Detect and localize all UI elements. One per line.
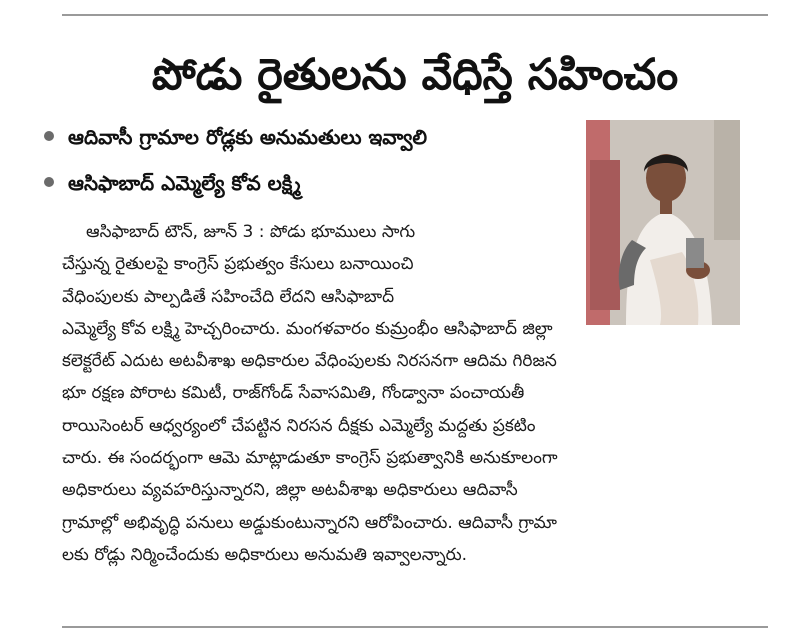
body-line: అధికారులు వ్యవహరిస్తున్నారని, జిల్లా అటవీశాఖ అధికారులు ఆదివాసీ: [62, 480, 518, 501]
subheading: [44, 166, 584, 200]
body-line: చారు. ఈ సందర్భంగా ఆమె మాట్లాడుతూ కాంగ్రెస్ ప్రభుత్వానికి అనుకూలంగా: [62, 448, 558, 469]
body-line: వేధింపులకు పాల్పడితే సహించేది లేదని ఆసిఫాబాద్: [62, 286, 395, 307]
body-line: గ్రామాల్లో అభివృద్ధి పనులు అడ్డుకుంటున్నారని ఆరోపించారు. ఆదివాసీ గ్రామా: [62, 512, 557, 533]
headline: పోడు రైతులను వేధిస్తే సహించం: [151, 50, 679, 100]
bottom-rule: [62, 626, 768, 628]
top-rule: [62, 14, 768, 16]
body-line: చేస్తున్న రైతులపై కాంగ్రెస్ ప్రభుత్వం కేసులు బనాయించి: [62, 254, 414, 275]
subheading: [44, 120, 584, 154]
subheading-text: ఆదివాసీ గ్రామాల రోడ్లకు అనుమతులు ఇవ్వాలి: [68, 125, 428, 149]
body-line: కలెక్టరేట్ ఎదుట అటవీశాఖ అధికారుల వేధింపులకు నిరసనగా ఆదిమ గిరిజన: [62, 351, 557, 372]
body-line: లకు రోడ్లు నిర్మించేందుకు అధికారులు అనుమతి ఇవ్వాలన్నారు.: [62, 544, 467, 565]
body-line: రాయిసెంటర్ ఆధ్వర్యంలో చేపట్టిన నిరసన దీక్షకు ఎమ్మెల్యే మద్దతు ప్రకటిం: [62, 415, 536, 436]
body-line: ఆసిఫాబాద్ టౌన్, జూన్ 3 : పోడు భూములు సాగు: [86, 222, 416, 242]
bullet-icon: [44, 131, 54, 141]
article-body: [62, 216, 742, 616]
subheading-text: ఆసిఫాబాద్ ఎమ్మెల్యే కోవ లక్ష్మి: [68, 171, 301, 195]
body-line: ఎమ్మెల్యే కోవ లక్ష్మి హెచ్చరించారు. మంగళవారం కుమ్రంభీం ఆసిఫాబాద్ జిల్లా: [62, 318, 553, 339]
body-line: భూ రక్షణ పోరాట కమిటీ, రాజ్‌గోండ్ సేవాసమితి, గోండ్వానా పంచాయతీ: [62, 383, 525, 404]
bullet-icon: [44, 177, 54, 187]
